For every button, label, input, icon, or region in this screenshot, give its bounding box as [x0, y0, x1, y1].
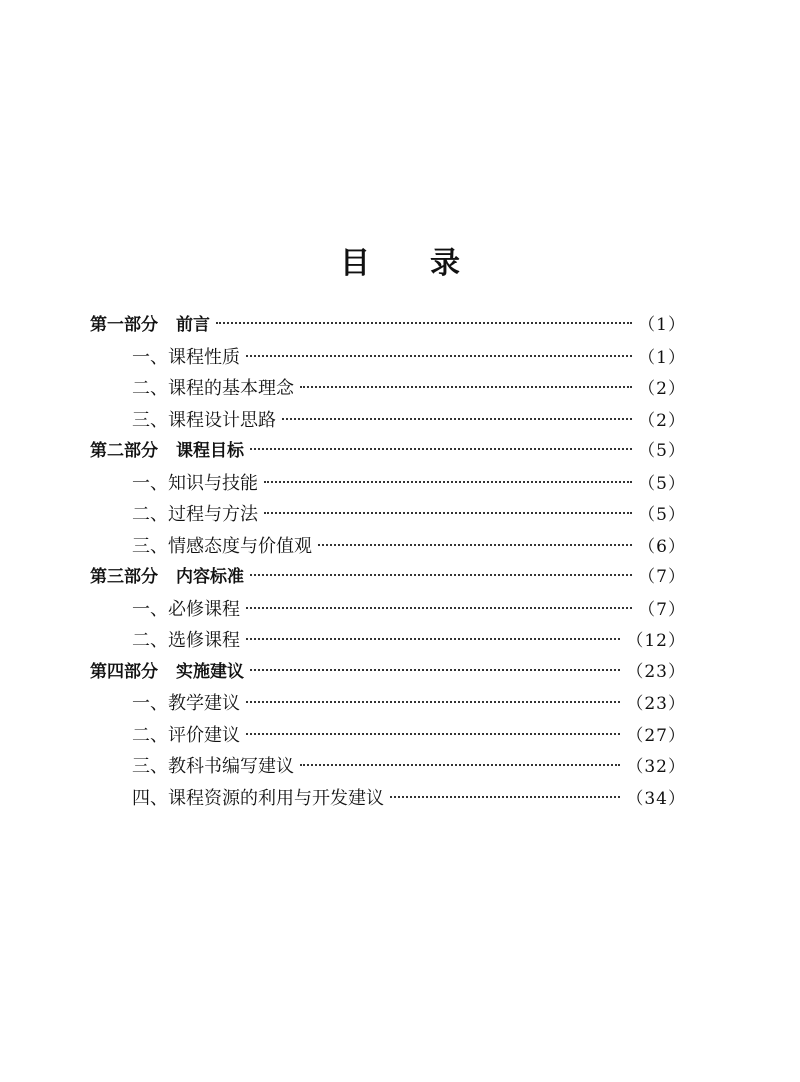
dot-leader — [246, 638, 620, 640]
entry-title: 二、评价建议 — [132, 724, 240, 746]
page-number: （27） — [626, 725, 686, 746]
part-number: 第一部分 — [90, 315, 158, 335]
entry-title: 一、课程性质 — [132, 346, 240, 368]
dot-leader — [250, 448, 632, 450]
page-number: （23） — [626, 694, 686, 714]
toc-entry[interactable] — [90, 373, 686, 405]
dot-leader — [250, 574, 632, 576]
dot-leader — [246, 607, 632, 609]
part-title: 内容标准 — [176, 567, 244, 587]
toc-part-1[interactable] — [90, 310, 686, 342]
table-of-contents — [90, 310, 686, 814]
dot-leader — [300, 764, 620, 766]
page-number: （32） — [626, 757, 686, 777]
entry-title: 二、选修课程 — [132, 630, 240, 651]
entry-title: 三、教科书编写建议 — [132, 756, 294, 777]
page-number: （2） — [638, 379, 686, 399]
part-title: 课程目标 — [176, 441, 244, 461]
dot-leader — [300, 386, 632, 388]
toc-entry[interactable] — [90, 783, 686, 815]
dot-leader — [246, 701, 620, 703]
page-number: （1） — [638, 347, 686, 368]
toc-entry[interactable] — [90, 751, 686, 783]
dot-leader — [246, 733, 620, 735]
toc-entry[interactable] — [90, 594, 686, 626]
part-title: 实施建议 — [176, 661, 244, 682]
page-number: （7） — [638, 567, 686, 587]
toc-entry[interactable] — [90, 720, 686, 752]
part-title: 前言 — [176, 315, 210, 335]
page-number: （23） — [626, 661, 686, 682]
part-number: 第四部分 — [90, 661, 158, 682]
toc-part-4[interactable] — [90, 657, 686, 689]
toc-entry[interactable] — [90, 342, 686, 374]
toc-part-2[interactable] — [90, 436, 686, 468]
toc-entry[interactable] — [90, 625, 686, 657]
dot-leader — [390, 796, 620, 798]
dot-leader — [216, 322, 632, 324]
page-number: （12） — [626, 631, 686, 651]
toc-entry[interactable] — [90, 531, 686, 563]
page-number: （6） — [638, 536, 686, 557]
part-number: 第三部分 — [90, 567, 158, 587]
page-number: （5） — [638, 505, 686, 525]
page-number: （5） — [638, 473, 686, 494]
dot-leader — [250, 669, 620, 671]
entry-title: 一、知识与技能 — [132, 472, 258, 494]
dot-leader — [282, 418, 632, 420]
toc-entry[interactable] — [90, 405, 686, 437]
dot-leader — [264, 512, 632, 514]
dot-leader — [246, 355, 632, 357]
page-number: （7） — [638, 599, 686, 620]
dot-leader — [318, 544, 632, 546]
page-number: （34） — [626, 788, 686, 809]
entry-title: 四、课程资源的利用与开发建议 — [132, 787, 384, 809]
entry-title: 二、课程的基本理念 — [132, 378, 294, 399]
toc-entry[interactable] — [90, 468, 686, 500]
title-char-1: 目 — [340, 246, 370, 281]
page-title — [0, 238, 800, 282]
toc-entry[interactable] — [90, 499, 686, 531]
page-number: （5） — [638, 441, 686, 461]
toc-part-3[interactable] — [90, 562, 686, 594]
dot-leader — [264, 481, 632, 483]
page-number: （2） — [638, 410, 686, 431]
entry-title: 三、情感态度与价值观 — [132, 535, 312, 557]
entry-title: 一、必修课程 — [132, 598, 240, 620]
part-number: 第二部分 — [90, 441, 158, 461]
entry-title: 二、过程与方法 — [132, 504, 258, 525]
toc-entry[interactable] — [90, 688, 686, 720]
entry-title: 一、教学建议 — [132, 693, 240, 714]
title-char-2: 录 — [430, 246, 460, 281]
page-number: （1） — [638, 315, 686, 335]
entry-title: 三、课程设计思路 — [132, 409, 276, 431]
